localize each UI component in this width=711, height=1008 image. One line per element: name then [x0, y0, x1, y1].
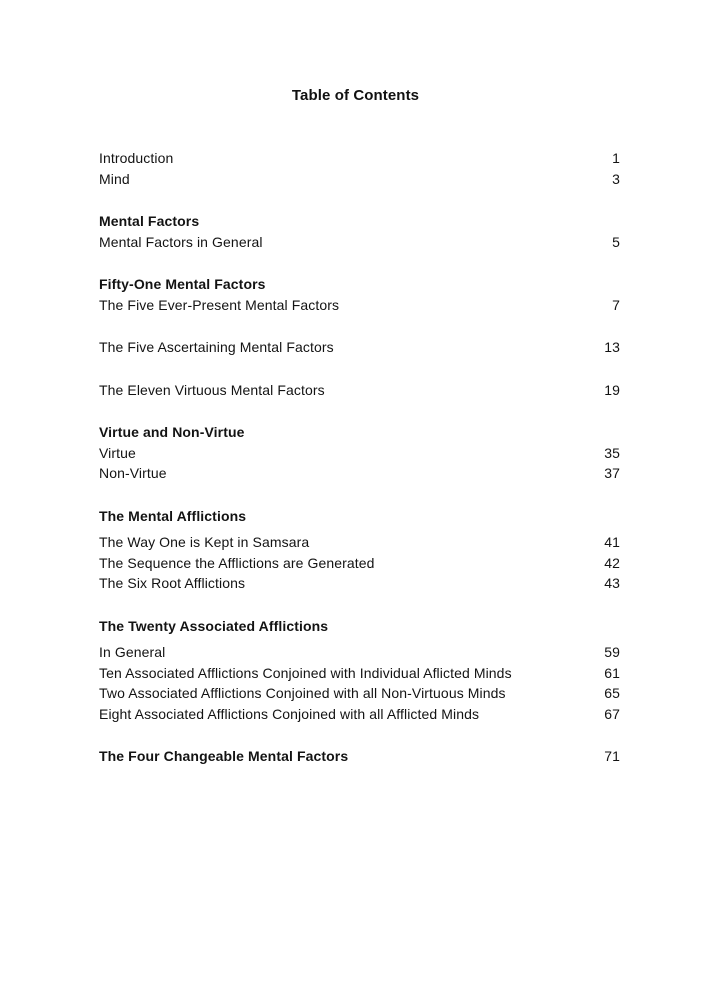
toc-row: [99, 683, 620, 704]
toc-section-heading-label: Virtue and Non-Virtue: [99, 424, 245, 440]
toc-row: [99, 573, 620, 594]
toc-entry-label: Virtue: [99, 444, 136, 461]
toc-section: [99, 422, 620, 484]
toc-page-number: 1: [612, 150, 620, 166]
toc-page-number: 19: [604, 381, 620, 398]
toc-section: [99, 337, 620, 358]
toc-section: [99, 380, 620, 401]
page-title: Table of Contents: [291, 87, 420, 104]
toc-section-heading: [99, 506, 620, 527]
toc-section: [99, 616, 620, 725]
toc-row: [99, 463, 620, 484]
toc-row: [99, 532, 620, 553]
toc-page-number: 13: [604, 339, 620, 355]
toc-section-heading: [99, 746, 620, 767]
toc-page-number: 67: [604, 705, 620, 722]
toc-section-heading: [99, 274, 620, 295]
toc-row: [99, 642, 620, 663]
toc-row: [99, 295, 620, 316]
toc-page-number: 35: [604, 444, 620, 461]
toc-entry-label: The Way One is Kept in Samsara: [99, 534, 310, 550]
toc-list: [99, 148, 620, 767]
toc-page-number: 43: [604, 575, 620, 591]
toc-row: [99, 443, 620, 464]
toc-row: [99, 553, 620, 574]
toc-entry-label: Two Associated Afflictions Conjoined with all Non-Virtuous Minds: [99, 685, 506, 701]
toc-entry-label: Mind: [99, 170, 130, 187]
toc-entry-label: Mental Factors in General: [99, 233, 263, 250]
toc-page-number: 37: [604, 465, 620, 481]
toc-entry-label: The Five Ever-Present Mental Factors: [99, 296, 340, 313]
toc-section-heading-label: Mental Factors: [99, 213, 200, 229]
toc-entry-label: The Five Ascertaining Mental Factors: [99, 339, 334, 355]
toc-entry-label: Ten Associated Afflictions Conjoined with Individual Aflicted Minds: [99, 664, 512, 681]
toc-section: [99, 211, 620, 252]
toc-entry-label: Eight Associated Afflictions Conjoined with all Afflicted Minds: [99, 705, 480, 722]
toc-section: [99, 274, 620, 315]
toc-section-heading-label: Fifty-One Mental Factors: [99, 276, 266, 292]
toc-page-number: 3: [612, 170, 620, 187]
toc-page-number: 7: [612, 296, 620, 313]
toc-entry-label: The Eleven Virtuous Mental Factors: [99, 381, 325, 398]
toc-entry-label: Non-Virtue: [99, 465, 167, 481]
toc-section-heading: [99, 211, 620, 232]
toc-entry-label: Introduction: [99, 150, 174, 166]
toc-page-number: 59: [604, 644, 620, 660]
toc-page-number: 71: [604, 748, 620, 764]
toc-row: [99, 232, 620, 253]
toc-row: [99, 663, 620, 684]
toc-row: [99, 169, 620, 190]
toc-section: [99, 746, 620, 767]
toc-page-number: 5: [612, 233, 620, 250]
toc-section-heading: [99, 616, 620, 637]
toc-row: [99, 337, 620, 358]
toc-section-heading-label: The Four Changeable Mental Factors: [99, 748, 349, 764]
toc-page-number: 61: [604, 664, 620, 681]
toc-page-number: 65: [604, 685, 620, 701]
toc-entry-label: The Sequence the Afflictions are Generated: [99, 554, 375, 571]
toc-page-number: 42: [604, 554, 620, 571]
toc-section-heading: [99, 422, 620, 443]
toc-entry-label: In General: [99, 644, 166, 660]
toc-section: [99, 148, 620, 189]
toc-page-number: 41: [604, 534, 620, 550]
toc-row: [99, 148, 620, 169]
toc-row: [99, 380, 620, 401]
toc-row: [99, 704, 620, 725]
toc-section-heading-label: The Mental Afflictions: [99, 507, 247, 524]
toc-entry-label: The Six Root Afflictions: [99, 575, 246, 591]
toc-section-heading-label: The Twenty Associated Afflictions: [99, 617, 329, 634]
toc-section: [99, 506, 620, 594]
